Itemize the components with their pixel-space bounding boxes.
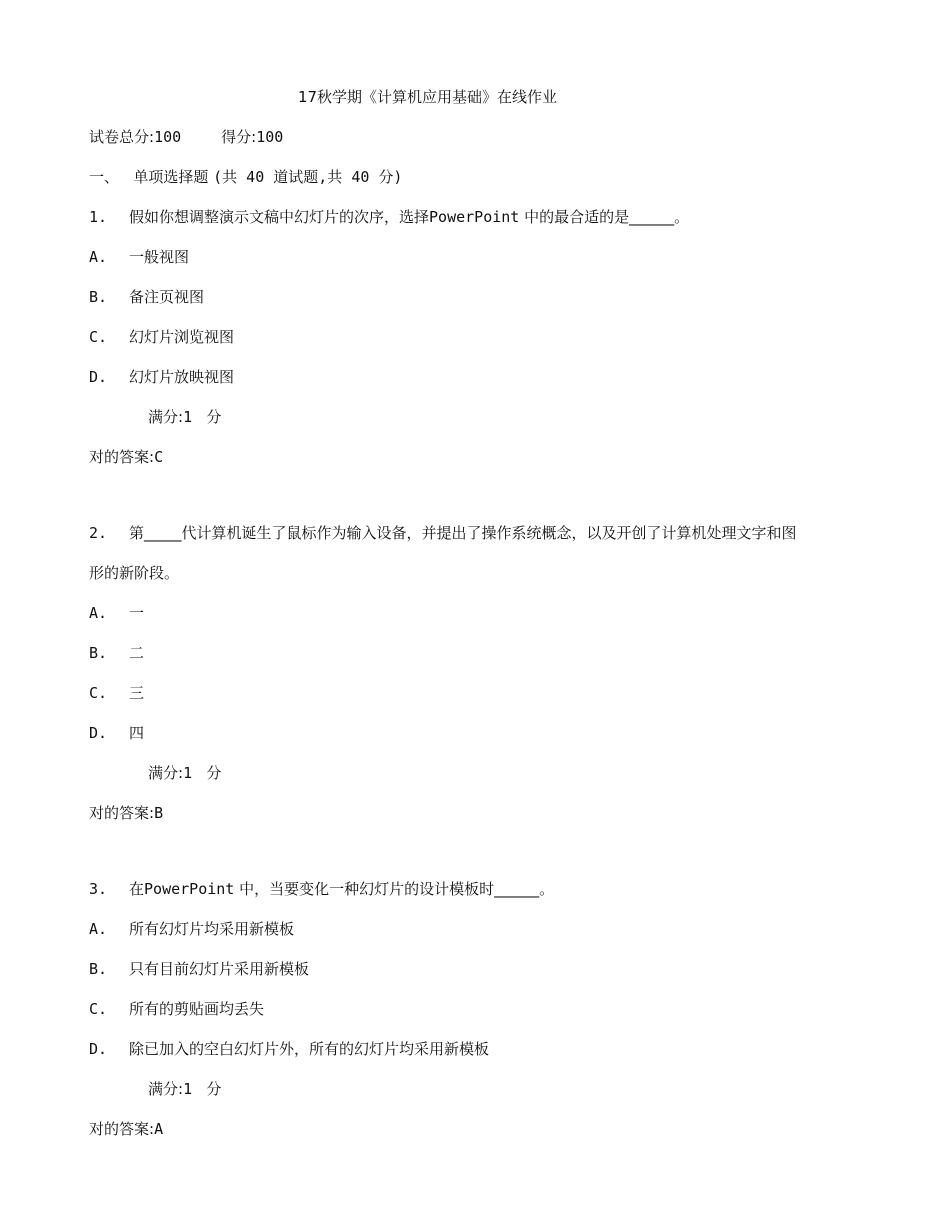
answer-label: 对的答案: (89, 804, 155, 822)
option-letter: C. (89, 1000, 108, 1018)
option-text: 只有目前幻灯片采用新模板 (129, 960, 310, 978)
option-text: 所有的剪贴画均丢失 (129, 1000, 265, 1018)
question-text: 形的新阶段。 (89, 564, 180, 582)
full-score-label: 满分: (148, 1080, 184, 1098)
option-d (89, 723, 144, 743)
option-letter: D. (89, 724, 108, 742)
full-score-value: 1 (183, 764, 193, 782)
option-d (89, 367, 234, 387)
option-text: 所有幻灯片均采用新模板 (129, 920, 295, 938)
question-number: 1. (89, 208, 108, 226)
answer-label: 对的答案: (89, 448, 155, 466)
question-code: PowerPoint (144, 880, 235, 898)
question-text-tail: 中的最合适的是______。 (519, 208, 690, 226)
correct-answer (89, 447, 163, 467)
option-text: 幻灯片浏览视图 (129, 328, 235, 346)
option-text: 一 (129, 604, 145, 622)
option-a (89, 247, 189, 267)
answer-value: C (154, 448, 164, 466)
full-score (148, 1079, 221, 1099)
question-text: 第_____代计算机诞生了鼠标作为输入设备，并提出了操作系统概念，以及开创了计算机处理文字和图 (129, 524, 797, 542)
score-summary (89, 127, 283, 147)
option-text: 四 (129, 724, 145, 742)
question-text: 假如你想调整演示文稿中幻灯片的次序，选择 (129, 208, 430, 226)
score-label: 得分: (221, 128, 257, 146)
correct-answer (89, 1119, 163, 1139)
question-number: 3. (89, 880, 108, 898)
option-letter: D. (89, 368, 108, 386)
section-name: 单项选择题 (133, 168, 209, 186)
option-letter: A. (89, 604, 108, 622)
option-b (89, 959, 309, 979)
full-score-unit: 分 (206, 764, 222, 782)
question-3 (89, 879, 554, 899)
option-text: 幻灯片放映视图 (129, 368, 235, 386)
option-letter: C. (89, 328, 108, 346)
section-heading (89, 167, 402, 187)
option-text: 二 (129, 644, 145, 662)
option-text: 除已加入的空白幻灯片外，所有的幻灯片均采用新模板 (129, 1040, 490, 1058)
option-b (89, 287, 204, 307)
full-score-value: 1 (183, 408, 193, 426)
question-2 (89, 523, 797, 543)
document-title: 17秋学期《计算机应用基础》在线作业 (297, 88, 558, 106)
question-number: 2. (89, 524, 108, 542)
answer-value: A (154, 1120, 164, 1138)
option-b (89, 643, 144, 663)
option-a (89, 919, 294, 939)
full-score-unit: 分 (206, 408, 222, 426)
option-text: 一般视图 (129, 248, 190, 266)
option-a (89, 603, 144, 623)
answer-label: 对的答案: (89, 1120, 155, 1138)
option-letter: D. (89, 1040, 108, 1058)
full-score (148, 763, 221, 783)
option-letter: B. (89, 644, 108, 662)
option-letter: C. (89, 684, 108, 702)
score-value: 100 (256, 128, 284, 146)
question-text: 在 (129, 880, 145, 898)
option-letter: B. (89, 288, 108, 306)
full-score-value: 1 (183, 1080, 193, 1098)
option-c (89, 683, 144, 703)
option-letter: B. (89, 960, 108, 978)
question-code: PowerPoint (429, 208, 520, 226)
option-d (89, 1039, 489, 1059)
option-letter: A. (89, 920, 108, 938)
option-text: 三 (129, 684, 145, 702)
question-1 (89, 207, 689, 227)
question-2-continuation (89, 563, 179, 583)
option-c (89, 999, 264, 1019)
full-score (148, 407, 221, 427)
option-text: 备注页视图 (129, 288, 205, 306)
option-c (89, 327, 234, 347)
correct-answer (89, 803, 163, 823)
total-score-value: 100 (154, 128, 182, 146)
section-number: 一、 (89, 168, 120, 186)
question-text-tail: 中，当要变化一种幻灯片的设计模板时______。 (234, 880, 555, 898)
full-score-label: 满分: (148, 408, 184, 426)
option-letter: A. (89, 248, 108, 266)
full-score-unit: 分 (206, 1080, 222, 1098)
full-score-label: 满分: (148, 764, 184, 782)
answer-value: B (154, 804, 164, 822)
total-score-label: 试卷总分: (89, 128, 155, 146)
section-desc: (共 40 道试题,共 40 分) (213, 168, 403, 186)
